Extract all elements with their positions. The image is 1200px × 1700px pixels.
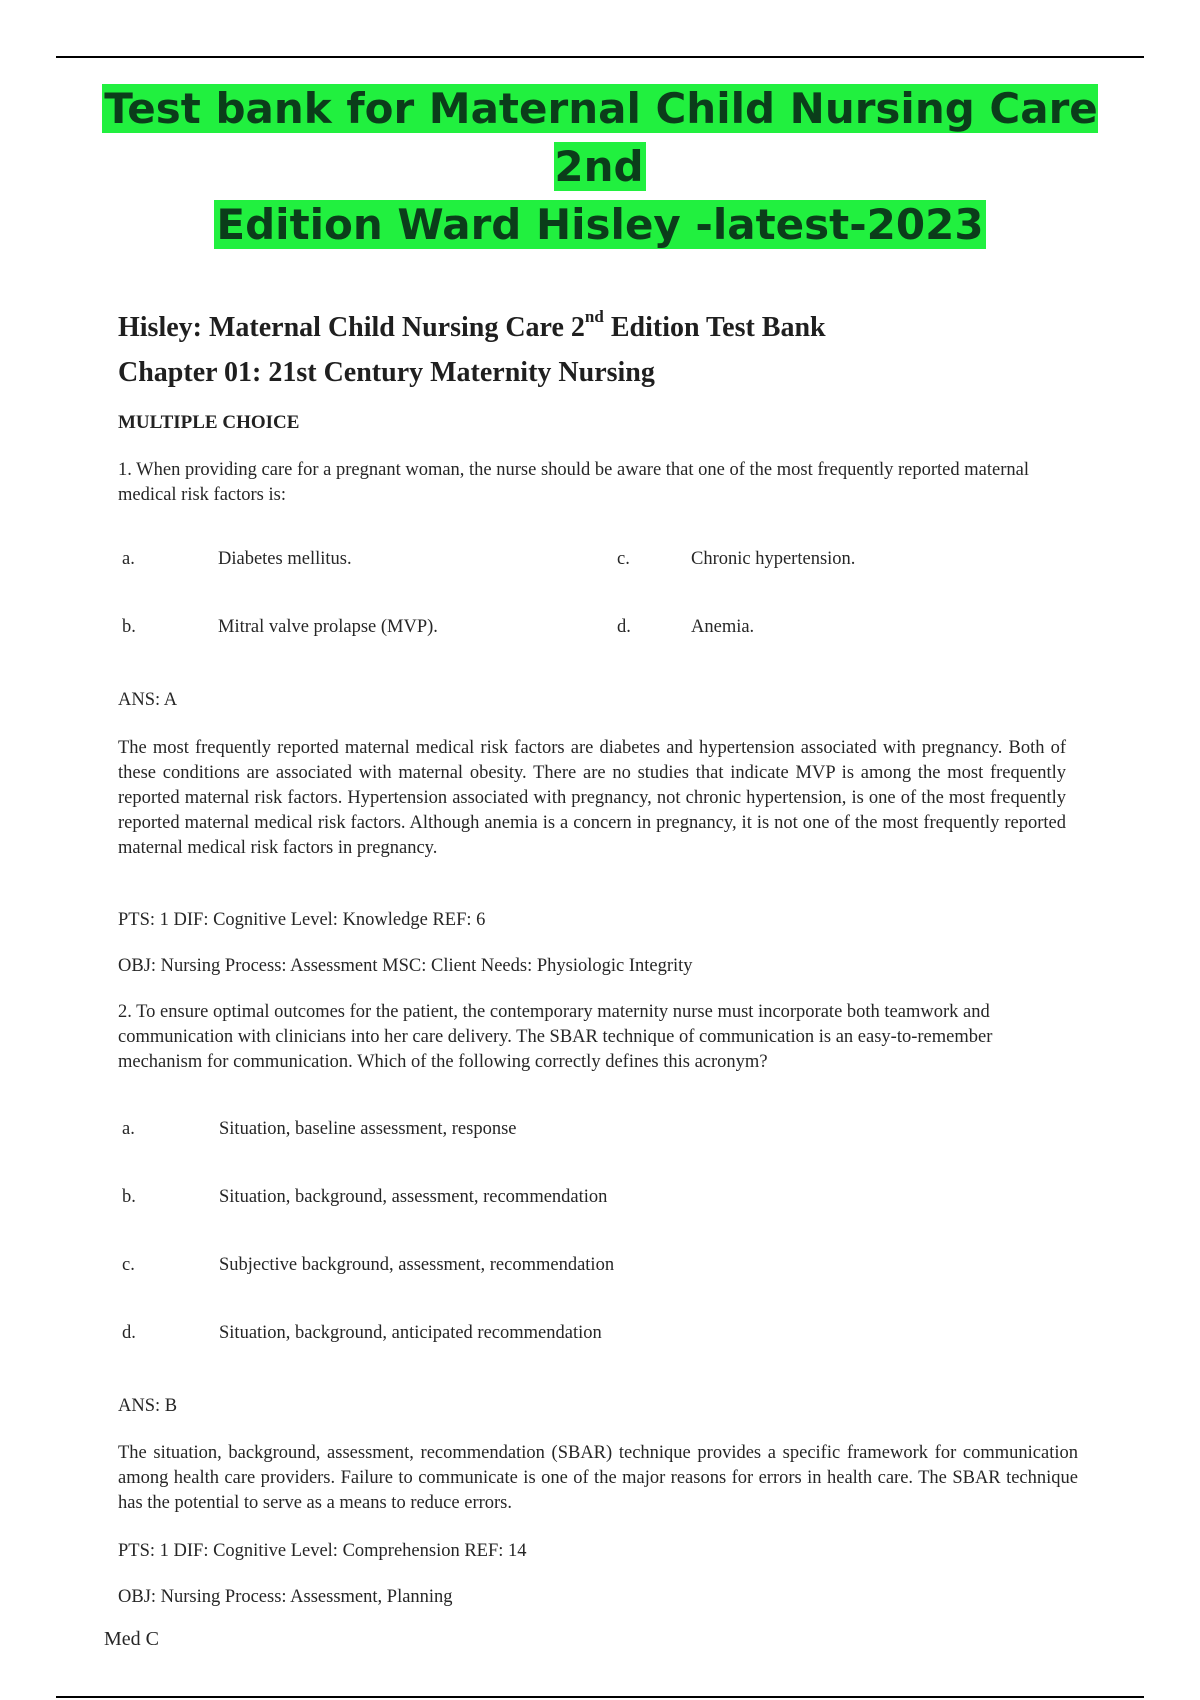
book-title-suffix: Edition Test Bank bbox=[603, 312, 826, 343]
bottom-rule bbox=[56, 1696, 1144, 1698]
question-1-option-b-letter: b. bbox=[122, 617, 136, 637]
page-footer-text: Med C bbox=[104, 1628, 159, 1650]
banner-line-2: Edition Ward Hisley -latest-2023 bbox=[216, 200, 984, 249]
question-2-stem: 2. To ensure optimal outcomes for the patient, the contemporary maternity nurse must incorporate both teamwork and communication with clinicians into her care delivery. The SBAR technique of communication is an easy-to-remember mechanism for communication. Which of the following correctly defines this acronym? bbox=[118, 1002, 993, 1072]
question-2-option-c-text: Subjective background, assessment, recommendation bbox=[219, 1255, 615, 1275]
question-2-obj: OBJ: Nursing Process: Assessment, Planning bbox=[118, 1587, 453, 1607]
question-1-pts: PTS: 1 DIF: Cognitive Level: Knowledge REF: 6 bbox=[118, 910, 486, 930]
book-title-prefix: Hisley: Maternal Child Nursing Care 2 bbox=[118, 312, 585, 343]
question-1-stem: 1. When providing care for a pregnant woman, the nurse should be aware that one of the most frequently reported maternal medical risk factors is: bbox=[118, 460, 1029, 505]
question-1-option-a-text: Diabetes mellitus. bbox=[218, 549, 352, 569]
question-1-option-b-text: Mitral valve prolapse (MVP). bbox=[218, 617, 438, 637]
question-2-option-b-text: Situation, background, assessment, recommendation bbox=[219, 1187, 608, 1207]
question-2-option-c-letter: c. bbox=[122, 1255, 135, 1275]
document-banner-title bbox=[56, 80, 1144, 254]
question-1-option-c-letter: c. bbox=[617, 549, 630, 569]
top-rule bbox=[56, 56, 1144, 58]
question-1-option-a-letter: a. bbox=[122, 549, 135, 569]
question-1-rationale: The most frequently reported maternal medical risk factors are diabetes and hypertension associated with pregnancy. Both of these conditions are associated with maternal obesity. There are no studies that indicate MVP is among the most frequently reported maternal risk factors. Hypertension associated with pregnancy, not chronic hypertension, is one of the most frequently reported maternal medical risk factors. Although anemia is a concern in pregnancy, it is not one of the most frequently reported maternal medical risk factors in pregnancy. bbox=[118, 738, 1066, 858]
section-label: MULTIPLE CHOICE bbox=[118, 412, 300, 433]
book-title-superscript: nd bbox=[584, 306, 604, 326]
question-2-option-b-letter: b. bbox=[122, 1187, 136, 1207]
question-2-answer: ANS: B bbox=[118, 1396, 178, 1416]
question-2-option-d-text: Situation, background, anticipated recommendation bbox=[219, 1323, 602, 1343]
question-1-obj: OBJ: Nursing Process: Assessment MSC: Client Needs: Physiologic Integrity bbox=[118, 956, 693, 976]
question-1-option-d-text: Anemia. bbox=[691, 617, 755, 637]
chapter-title: Chapter 01: 21st Century Maternity Nursing bbox=[118, 357, 655, 388]
question-1-answer: ANS: A bbox=[118, 690, 178, 710]
question-2-option-a-letter: a. bbox=[122, 1119, 135, 1139]
banner-line-1: Test bank for Maternal Child Nursing Care 2nd bbox=[104, 84, 1098, 191]
question-2-pts: PTS: 1 DIF: Cognitive Level: Comprehension REF: 14 bbox=[118, 1541, 527, 1561]
question-1-option-d-letter: d. bbox=[617, 617, 631, 637]
book-title bbox=[118, 306, 826, 345]
question-2-option-d-letter: d. bbox=[122, 1323, 136, 1343]
question-1-option-c-text: Chronic hypertension. bbox=[691, 549, 856, 569]
question-2-option-a-text: Situation, baseline assessment, response bbox=[219, 1119, 517, 1139]
question-2-rationale: The situation, background, assessment, recommendation (SBAR) technique provides a specific framework for communication among health care providers. Failure to communicate is one of the major reasons for errors in health care. The SBAR technique has the potential to serve as a means to reduce errors. bbox=[118, 1443, 1078, 1513]
